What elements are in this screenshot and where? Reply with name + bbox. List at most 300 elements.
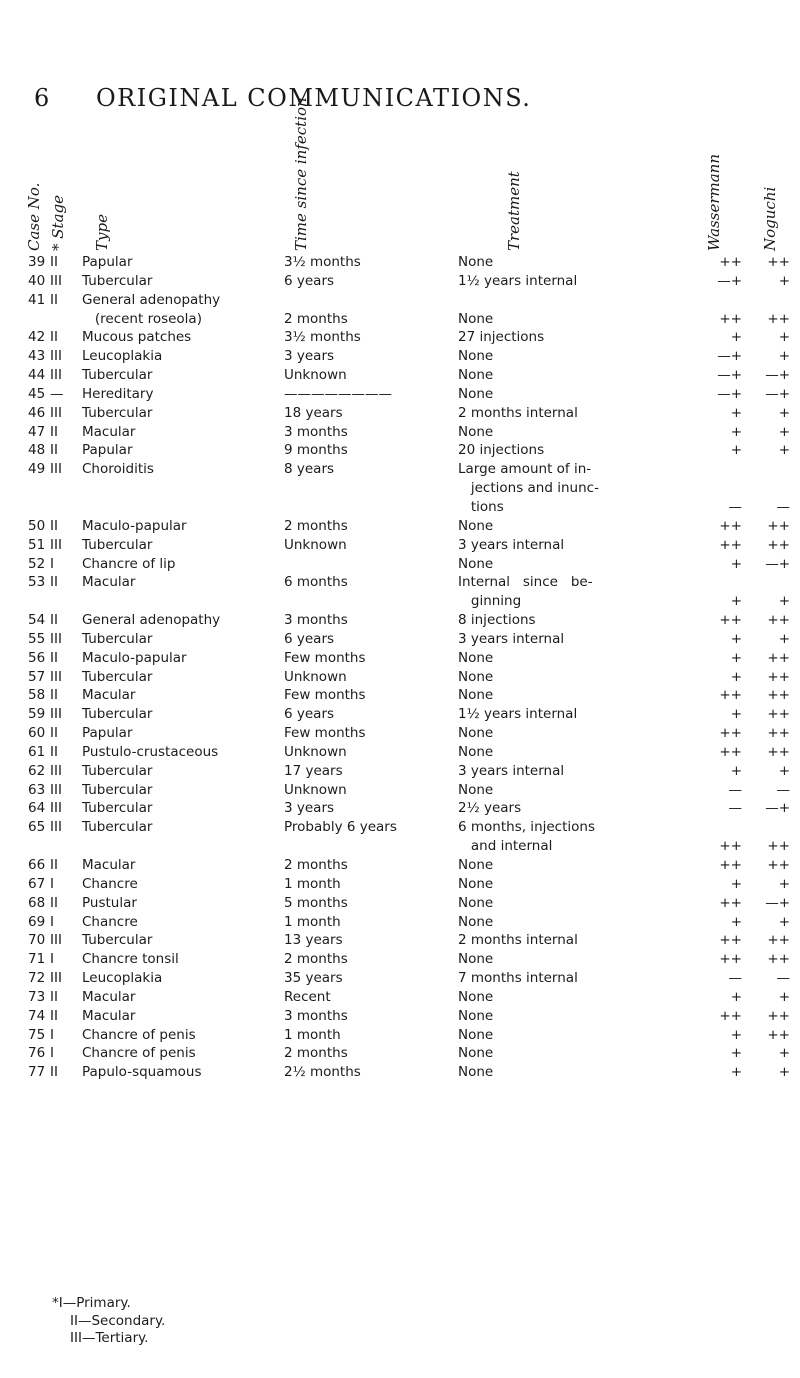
table-row-line [0, 537, 800, 556]
type-cell: Papular [82, 442, 133, 459]
table-row [0, 537, 800, 556]
type-cell: Hereditary [82, 385, 154, 402]
noguchi-result: ++ [767, 857, 790, 873]
time-since-cell: 3 months [284, 423, 348, 440]
table-row [0, 386, 800, 405]
table-row-line [0, 367, 800, 386]
case-number: 71 [28, 951, 46, 968]
noguchi-result: ++ [767, 932, 790, 949]
stage-cell: I [50, 913, 54, 930]
table-row-line [0, 725, 800, 744]
wassermann-result: + [730, 442, 742, 459]
stage-cell: II [50, 725, 58, 742]
table-row-line [0, 631, 800, 650]
table-row-line [0, 914, 800, 933]
time-since-cell: 6 years [284, 706, 335, 723]
stage-cell: II [50, 687, 58, 704]
stage-cell: I [50, 555, 54, 572]
noguchi-result: + [778, 348, 790, 365]
type-cell: Leucoplakia [82, 970, 163, 987]
treatment-cell: 8 injections [458, 612, 536, 629]
time-since-cell: 3 years [284, 800, 335, 817]
wassermann-result: ++ [719, 254, 742, 270]
time-since-cell: 8 years [284, 461, 335, 478]
noguchi-result: — [776, 498, 790, 515]
table-row [0, 518, 800, 537]
treatment-cell: None [458, 649, 494, 666]
treatment-cell: None [458, 555, 494, 572]
case-number: 53 [28, 574, 46, 591]
case-number: 49 [28, 461, 46, 478]
table-row-line [0, 819, 800, 838]
table-row-line [0, 386, 800, 405]
table-row [0, 951, 800, 970]
time-since-cell: 17 years [284, 762, 343, 779]
column-header-stage: * Stage [49, 195, 67, 251]
noguchi-result: + [778, 875, 790, 892]
treatment-cell: 2 months internal [458, 404, 578, 421]
noguchi-result: —+ [765, 367, 790, 384]
noguchi-result: ++ [767, 743, 790, 760]
column-header-wassermann: Wassermann [705, 154, 723, 251]
time-since-cell: 6 years [284, 272, 335, 289]
type-cell: Chancre of penis [82, 1026, 196, 1043]
type-cell: Tubercular [82, 367, 153, 384]
noguchi-result: + [778, 630, 790, 647]
table-row-line [0, 895, 800, 914]
treatment-cell: None [458, 687, 494, 704]
wassermann-result: + [730, 593, 742, 610]
time-since-cell: 3½ months [284, 329, 361, 346]
treatment-cell: None [458, 781, 494, 798]
noguchi-result: — [776, 970, 790, 987]
wassermann-result: ++ [719, 743, 742, 760]
case-number: 67 [28, 875, 46, 892]
table-row [0, 932, 800, 951]
table-row-line [0, 556, 800, 575]
stage-cell: II [50, 442, 58, 459]
stage-cell: III [50, 536, 62, 553]
case-number: 39 [28, 254, 46, 270]
wassermann-result: — [728, 970, 742, 987]
case-number: 40 [28, 272, 46, 289]
table-row-line [0, 951, 800, 970]
case-number: 44 [28, 367, 46, 384]
type-cell: Macular [82, 423, 136, 440]
time-since-cell: 13 years [284, 932, 343, 949]
treatment-cell: None [458, 367, 494, 384]
legend-primary: *I—Primary. [52, 1295, 131, 1311]
noguchi-result: ++ [767, 1026, 790, 1043]
treatment-cell: None [458, 743, 494, 760]
case-number: 61 [28, 743, 46, 760]
wassermann-result: ++ [719, 932, 742, 949]
table-row [0, 556, 800, 575]
table-row-line [0, 480, 800, 499]
noguchi-result: ++ [767, 706, 790, 723]
time-since-cell: Unknown [284, 367, 347, 384]
wassermann-result: ++ [719, 894, 742, 911]
table-row-line [0, 687, 800, 706]
table-row [0, 989, 800, 1008]
case-number: 73 [28, 988, 46, 1005]
case-number: 41 [28, 291, 46, 308]
noguchi-result: —+ [765, 385, 790, 402]
noguchi-result: + [778, 913, 790, 930]
table-row-line [0, 612, 800, 631]
page-number: 6 [34, 84, 51, 112]
table-row [0, 367, 800, 386]
table-row [0, 405, 800, 424]
table-row-line [0, 329, 800, 348]
time-since-cell: ———————— [284, 385, 392, 402]
type-cell: Chancre [82, 875, 138, 892]
treatment-cell: None [458, 254, 494, 270]
stage-cell: III [50, 367, 62, 384]
treatment-cell: None [458, 668, 494, 685]
case-number: 77 [28, 1064, 46, 1081]
case-number: 54 [28, 612, 46, 629]
time-since-cell: Unknown [284, 668, 347, 685]
stage-cell: I [50, 875, 54, 892]
noguchi-result: —+ [765, 555, 790, 572]
treatment-cell: 2½ years [458, 800, 522, 817]
case-number: 72 [28, 970, 46, 987]
table-row [0, 914, 800, 933]
noguchi-result: ++ [767, 838, 790, 855]
table-row [0, 970, 800, 989]
table-row-line [0, 989, 800, 1008]
treatment-cell: None [458, 894, 494, 911]
stage-cell: I [50, 951, 54, 968]
time-since-cell: 18 years [284, 404, 343, 421]
case-number: 58 [28, 687, 46, 704]
time-since-cell: 2 months [284, 1045, 348, 1062]
table-row [0, 1008, 800, 1027]
stage-cell: II [50, 1007, 58, 1024]
table-row-line [0, 574, 800, 593]
case-number: 69 [28, 913, 46, 930]
time-since-cell: 2 months [284, 951, 348, 968]
table-row-line [0, 744, 800, 763]
wassermann-result: —+ [717, 367, 742, 384]
type-cell: Papular [82, 725, 133, 742]
wassermann-result: + [730, 404, 742, 421]
table-row [0, 857, 800, 876]
treatment-cell: None [458, 310, 494, 327]
stage-cell: III [50, 932, 62, 949]
wassermann-result: + [730, 913, 742, 930]
case-number: 52 [28, 555, 46, 572]
wassermann-result: + [730, 988, 742, 1005]
time-since-cell: 3½ months [284, 254, 361, 270]
table-row-line [0, 518, 800, 537]
stage-cell: II [50, 649, 58, 666]
wassermann-result: + [730, 555, 742, 572]
stage-cell: III [50, 706, 62, 723]
wassermann-result: ++ [719, 1007, 742, 1024]
case-number: 46 [28, 404, 46, 421]
wassermann-result: + [730, 423, 742, 440]
noguchi-result: + [778, 423, 790, 440]
noguchi-result: — [776, 781, 790, 798]
wassermann-result: ++ [719, 838, 742, 855]
time-since-cell: 1 month [284, 913, 341, 930]
table-row-line [0, 1064, 800, 1083]
wassermann-result: ++ [719, 536, 742, 553]
wassermann-result: + [730, 630, 742, 647]
noguchi-result: + [778, 404, 790, 421]
case-number: 66 [28, 857, 46, 873]
case-number: 57 [28, 668, 46, 685]
wassermann-result: ++ [719, 951, 742, 968]
table-row-line [0, 800, 800, 819]
stage-cell: II [50, 517, 58, 534]
time-since-cell: 2 months [284, 310, 348, 327]
time-since-cell: 5 months [284, 894, 348, 911]
type-cell: Pustulo-crustaceous [82, 743, 219, 760]
type-cell: Chancre of penis [82, 1045, 196, 1062]
case-number: 42 [28, 329, 46, 346]
stage-cell: II [50, 612, 58, 629]
stage-cell: III [50, 630, 62, 647]
legend-secondary: II—Secondary. [70, 1312, 166, 1329]
wassermann-result: + [730, 1026, 742, 1043]
table-row [0, 687, 800, 706]
table-row-line [0, 593, 800, 612]
table-row [0, 1064, 800, 1083]
noguchi-result: ++ [767, 725, 790, 742]
noguchi-result: + [778, 1045, 790, 1062]
time-since-cell: Few months [284, 687, 366, 704]
type-cell: Maculo-papular [82, 517, 187, 534]
stage-cell: II [50, 423, 58, 440]
treatment-cell: Internal since be- [458, 574, 593, 591]
wassermann-result: —+ [717, 272, 742, 289]
time-since-cell: 3 months [284, 1007, 348, 1024]
stage-cell: III [50, 819, 62, 836]
stage-cell: I [50, 1045, 54, 1062]
type-cell: Choroiditis [82, 461, 154, 478]
table-row [0, 744, 800, 763]
treatment-cell: 3 years internal [458, 762, 565, 779]
treatment-cell: None [458, 951, 494, 968]
noguchi-result: ++ [767, 254, 790, 270]
noguchi-result: + [778, 329, 790, 346]
type-cell: Macular [82, 988, 136, 1005]
table-row-line [0, 1027, 800, 1046]
treatment-cell: None [458, 348, 494, 365]
noguchi-result: —+ [765, 894, 790, 911]
case-number: 62 [28, 762, 46, 779]
table-row-line [0, 932, 800, 951]
treatment-cell: 6 months, injections [458, 819, 595, 836]
noguchi-result: ++ [767, 1007, 790, 1024]
type-cell: Tubercular [82, 819, 153, 836]
wassermann-result: + [730, 668, 742, 685]
table-row [0, 763, 800, 782]
table-row [0, 631, 800, 650]
noguchi-result: ++ [767, 951, 790, 968]
table-row-line [0, 782, 800, 801]
table-row [0, 292, 800, 330]
time-since-cell: 3 years [284, 348, 335, 365]
stage-cell: — [50, 385, 64, 402]
table-row [0, 273, 800, 292]
time-since-cell: Probably 6 years [284, 819, 397, 836]
table-row-line [0, 763, 800, 782]
table-row-line [0, 650, 800, 669]
wassermann-result: ++ [719, 517, 742, 534]
type-cell: Mucous patches [82, 329, 192, 346]
wassermann-result: ++ [719, 687, 742, 704]
treatment-cell: 27 injections [458, 329, 545, 346]
time-since-cell: Few months [284, 725, 366, 742]
noguchi-result: + [778, 988, 790, 1005]
noguchi-result: + [778, 593, 790, 610]
noguchi-result: ++ [767, 517, 790, 534]
treatment-cell: 3 years internal [458, 630, 565, 647]
case-number: 59 [28, 706, 46, 723]
table-row [0, 819, 800, 857]
stage-cell: II [50, 743, 58, 760]
time-since-cell: Unknown [284, 536, 347, 553]
stage-cell: II [50, 894, 58, 911]
table-row [0, 725, 800, 744]
case-number: 70 [28, 932, 46, 949]
stage-cell: III [50, 668, 62, 685]
treatment-cell: None [458, 725, 494, 742]
wassermann-result: —+ [717, 348, 742, 365]
time-since-cell: 2½ months [284, 1064, 361, 1081]
wassermann-result: + [730, 875, 742, 892]
time-since-cell: Unknown [284, 743, 347, 760]
table-row-line [0, 857, 800, 876]
treatment-cell: 20 injections [458, 442, 545, 459]
table-row-line [0, 706, 800, 725]
table-row [0, 329, 800, 348]
table-row [0, 895, 800, 914]
type-cell: Tubercular [82, 762, 153, 779]
type-cell: Tubercular [82, 404, 153, 421]
stage-cell: III [50, 461, 62, 478]
stage-cell: II [50, 291, 58, 308]
stage-legend [52, 1295, 165, 1348]
table-row-line [0, 273, 800, 292]
wassermann-result: + [730, 649, 742, 666]
treatment-cell: None [458, 1064, 494, 1081]
table-row-line [0, 442, 800, 461]
time-since-cell: 1 month [284, 875, 341, 892]
type-cell: Macular [82, 1007, 136, 1024]
case-number: 63 [28, 781, 46, 798]
case-number: 48 [28, 442, 46, 459]
stage-cell: III [50, 762, 62, 779]
type-cell: Tubercular [82, 932, 153, 949]
wassermann-result: — [728, 800, 742, 817]
noguchi-result: ++ [767, 310, 790, 327]
time-since-cell: 9 months [284, 442, 348, 459]
wassermann-result: + [730, 1064, 742, 1081]
table-row-line [0, 424, 800, 443]
table-row-line [0, 405, 800, 424]
type-cell: Papulo-squamous [82, 1064, 202, 1081]
stage-cell: II [50, 574, 58, 591]
type-cell: Macular [82, 687, 136, 704]
time-since-cell: 3 months [284, 612, 348, 629]
treatment-cell: None [458, 875, 494, 892]
stage-cell: III [50, 272, 62, 289]
treatment-cell: None [458, 385, 494, 402]
table-row [0, 442, 800, 461]
type-cell: Tubercular [82, 781, 153, 798]
stage-cell: III [50, 800, 62, 817]
type-cell: Chancre tonsil [82, 951, 179, 968]
time-since-cell: 2 months [284, 857, 348, 873]
time-since-cell: Unknown [284, 781, 347, 798]
time-since-cell: Few months [284, 649, 366, 666]
table-row-line [0, 669, 800, 688]
column-header-noguchi: Noguchi [761, 186, 779, 251]
noguchi-result: + [778, 762, 790, 779]
treatment-cell: None [458, 1026, 494, 1043]
case-number: 56 [28, 649, 46, 666]
case-table [0, 254, 800, 1083]
table-row-line [0, 876, 800, 895]
treatment-cell: None [458, 1045, 494, 1062]
type-cell: Chancre [82, 913, 138, 930]
table-row-line [0, 1008, 800, 1027]
case-number: 43 [28, 348, 46, 365]
time-since-cell: Recent [284, 988, 331, 1005]
noguchi-result: + [778, 272, 790, 289]
type-cell: Pustular [82, 894, 137, 911]
table-row [0, 424, 800, 443]
wassermann-result: —+ [717, 385, 742, 402]
wassermann-result: + [730, 1045, 742, 1062]
stage-cell: II [50, 988, 58, 1005]
table-row [0, 612, 800, 631]
stage-cell: II [50, 329, 58, 346]
treatment-cell: 1½ years internal [458, 706, 578, 723]
table-row-line [0, 1045, 800, 1064]
treatment-cell: None [458, 423, 494, 440]
treatment-cell: None [458, 913, 494, 930]
column-header-type: Type [93, 214, 111, 251]
wassermann-result: — [728, 498, 742, 515]
table-row [0, 461, 800, 518]
wassermann-result: — [728, 781, 742, 798]
time-since-cell: 6 years [284, 630, 335, 647]
time-since-cell: 2 months [284, 517, 348, 534]
type-cell: General adenopathy [82, 612, 221, 629]
table-row-line [0, 311, 800, 330]
case-number: 75 [28, 1026, 46, 1043]
wassermann-result: ++ [719, 857, 742, 873]
noguchi-result: ++ [767, 668, 790, 685]
table-row [0, 348, 800, 367]
type-cell: Leucoplakia [82, 348, 163, 365]
type-cell: Tubercular [82, 706, 153, 723]
table-row-line [0, 970, 800, 989]
case-number: 55 [28, 630, 46, 647]
table-row [0, 574, 800, 612]
noguchi-result: ++ [767, 649, 790, 666]
case-number: 51 [28, 536, 46, 553]
treatment-cell: 7 months internal [458, 970, 578, 987]
time-since-cell: 1 month [284, 1026, 341, 1043]
type-cell: Tubercular [82, 800, 153, 817]
